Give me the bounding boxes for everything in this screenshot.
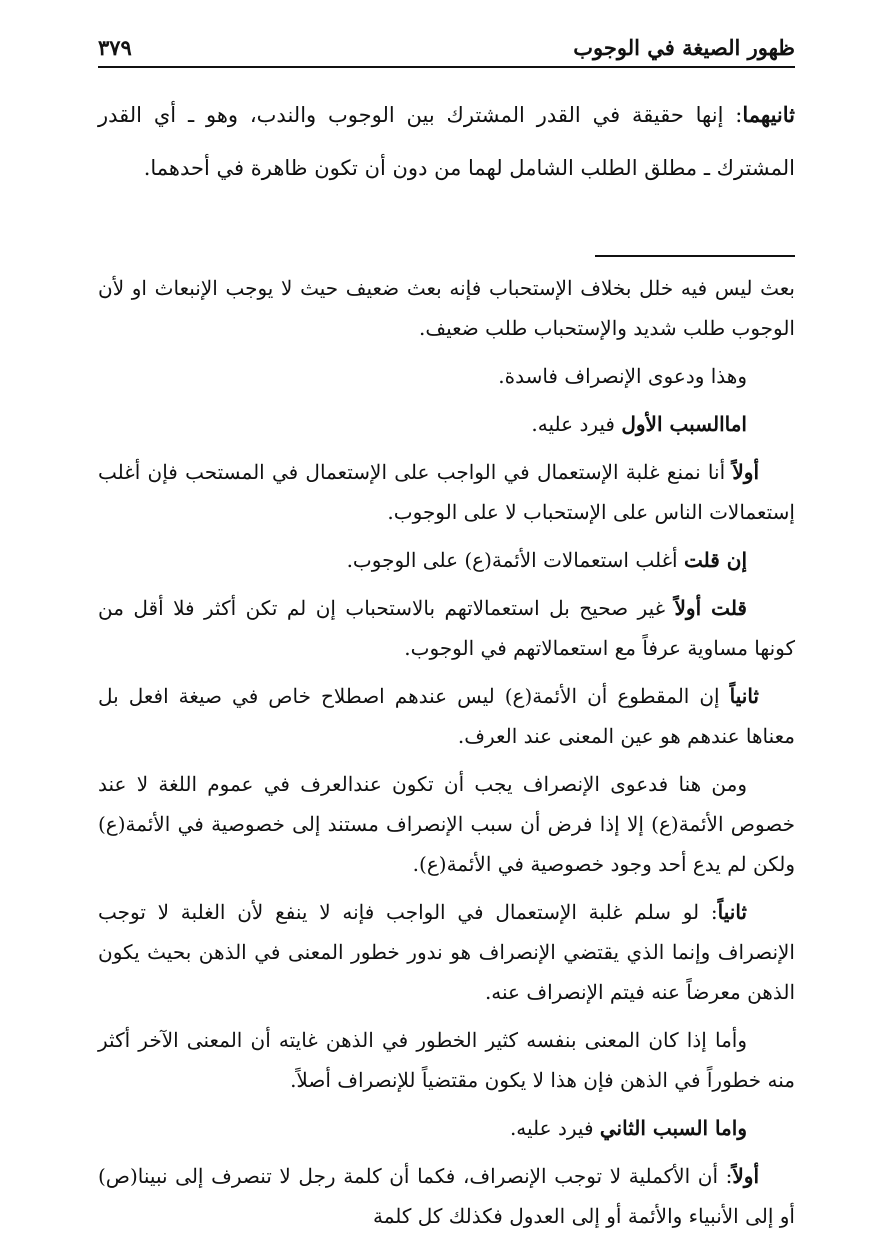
paragraph-text: : لو سلم غلبة الإستعمال في الواجب فإنه لا ينفع لأن الغلبة لا توجب الإنصراف وإنما الذي يقتضي الإنصراف هو ندور خطور المعنى في الذهن بحيث يكون الذهن معرضاً عنه فيتم الإنصراف عنه. xyxy=(98,900,795,1004)
footnote-paragraph xyxy=(98,1156,795,1236)
footnote-paragraph xyxy=(98,588,795,668)
footnote-paragraph xyxy=(98,1108,795,1148)
running-title: ظهور الصيغة في الوجوب xyxy=(573,35,795,60)
paragraph-text: : إنها حقيقة في القدر المشترك بين الوجوب والندب، وهو ـ أي القدر المشترك ـ مطلق الطلب الشامل لهما من دون أن تكون ظاهرة في أحدهما. xyxy=(98,103,795,180)
footnote-paragraph: بعث ليس فيه خلل بخلاف الإستحباب فإنه بعث ضعيف حيث لا يوجب الإنبعاث او لأن الوجوب طلب شديد والإستحباب طلب ضعيف. xyxy=(98,276,795,340)
footnote-separator xyxy=(595,255,795,257)
footnote-paragraph xyxy=(98,404,795,444)
paragraph-lead: ثانياً xyxy=(729,684,759,708)
paragraph-lead: إن قلت xyxy=(683,548,747,572)
paragraph-text: إن المقطوع أن الأئمة(ع) ليس عندهم اصطلاح خاص في صيغة افعل بل معناها عندهم هو عين المعنى عند العرف. xyxy=(98,684,795,748)
paragraph-lead: أولاً xyxy=(732,460,759,484)
paragraph-lead: أولاً xyxy=(732,1164,759,1188)
paragraph-text: أنا نمنع غلبة الإستعمال في الواجب على الإستعمال في المستحب فإن أغلب إستعمالات الناس على الإستحباب لا على الوجوب. xyxy=(98,460,795,524)
main-text xyxy=(98,88,795,195)
footnote-paragraph: ومن هنا فدعوى الإنصراف يجب أن تكون عندالعرف في عموم اللغة لا عند خصوص الأئمة(ع) إلا إذا فرض أن سبب الإنصراف مستند إلى خصوصية في الأئمة(ع) ولكن لم يدع أحد وجود خصوصية في الأئمة(ع). xyxy=(98,772,795,876)
paragraph-lead: قلت أولاً xyxy=(674,596,747,620)
paragraph-text: : أن الأكملية لا توجب الإنصراف، فكما أن كلمة رجل لا تنصرف إلى نبينا(ص) أو إلى الأنبياء والأئمة أو إلى العدول فكذلك كل كلمة xyxy=(98,1164,795,1228)
paragraph-lead: اماالسبب الأول xyxy=(621,412,747,436)
paragraph-lead: واما السبب الثاني xyxy=(599,1116,747,1140)
paragraph-text: فيرد عليه. xyxy=(509,1116,600,1140)
footnote-paragraph xyxy=(98,676,795,756)
footnote-paragraph: وهذا ودعوى الإنصراف فاسدة. xyxy=(498,364,747,388)
footnote-paragraph xyxy=(98,540,795,580)
footnote-paragraph xyxy=(98,892,795,1012)
paragraph-text: فيرد عليه. xyxy=(531,412,622,436)
page-number: ٣٧٩ xyxy=(98,35,132,60)
footnote-paragraph xyxy=(98,452,795,532)
paragraph-text: غير صحيح بل استعمالاتهم بالاستحباب إن لم تكن أكثر فلا أقل من كونها مساوية عرفاً مع استعمالاتهم في الوجوب. xyxy=(98,596,795,660)
paragraph-lead: ثانياً xyxy=(717,900,747,924)
paragraph-lead: ثانيهما xyxy=(742,102,795,127)
footnote-block xyxy=(98,268,795,1244)
paragraph-text: أغلب استعمالات الأئمة(ع) على الوجوب. xyxy=(346,548,684,572)
main-paragraph xyxy=(98,88,795,195)
running-header xyxy=(98,28,795,68)
footnote-paragraph: وأما إذا كان المعنى بنفسه كثير الخطور في الذهن غايته أن المعنى الآخر أكثر منه خطوراً في الذهن فإن هذا لا يكون مقتضياً للإنصراف أصلاً. xyxy=(98,1028,795,1092)
